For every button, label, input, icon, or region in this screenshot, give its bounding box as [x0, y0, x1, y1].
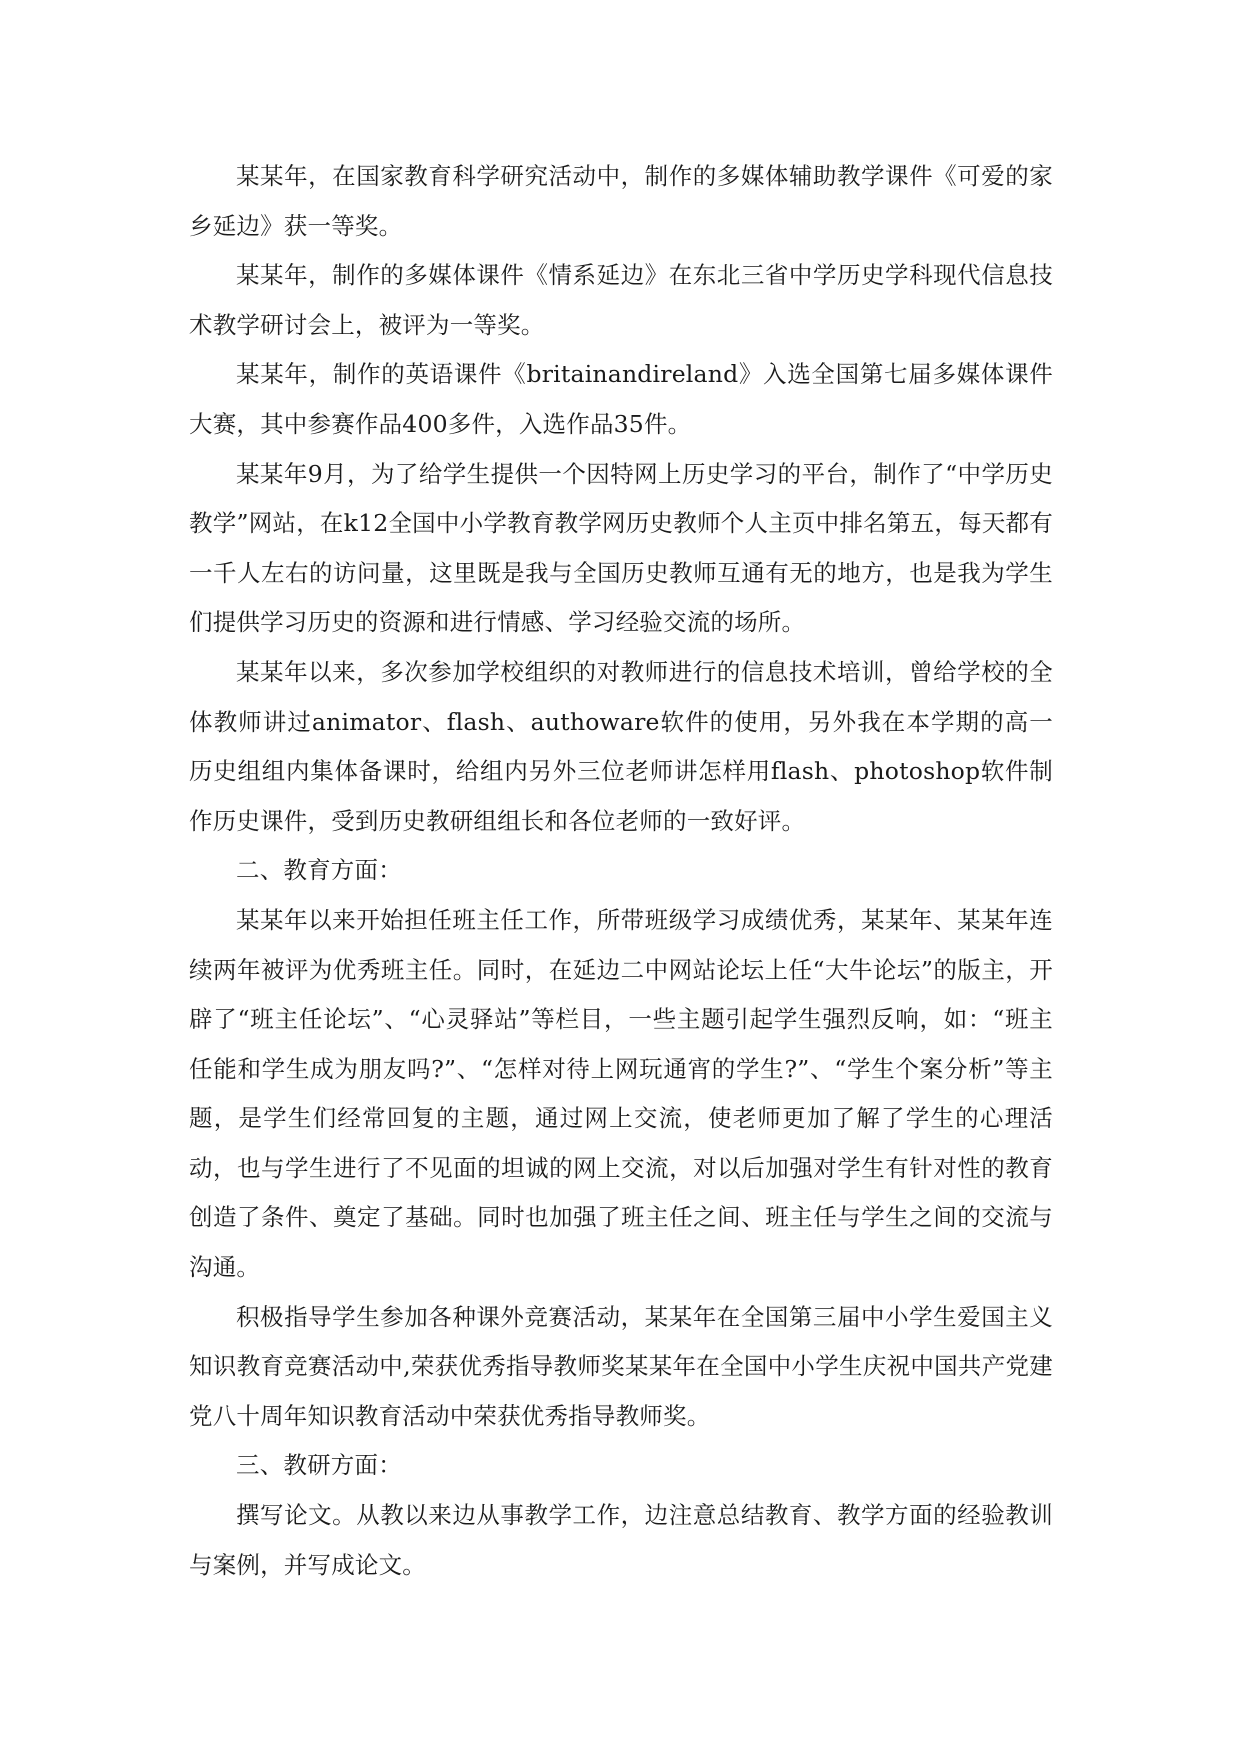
- paragraph-it-training: 某某年以来，多次参加学校组织的对教师进行的信息技术培训，曾给学校的全体教师讲过animator、flash、authoware软件的使用，另外我在本学期的高一历史组组内集体备课时，给组内另外三位老师讲怎样用flash、photoshop软件制作历史课件，受到历史教研组组长和各位老师的一致好评。: [189, 657, 1053, 835]
- paragraph-history-website: 某某年9月，为了给学生提供一个因特网上历史学习的平台，制作了“中学历史教学”网站，在k12全国中小学教育教学网历史教师个人主页中排名第五，每天都有一千人左右的访问量，这里既是我与全国历史教师互通有无的地方，也是我为学生们提供学习历史的资源和进行情感、学习经验交流的场所。: [189, 459, 1053, 637]
- document-page: [189, 152, 1053, 1590]
- section-heading-education: 二、教育方面：: [236, 856, 402, 885]
- paragraph-competition-guidance: 积极指导学生参加各种课外竞赛活动，某某年在全国第三届中小学生爱国主义知识教育竞赛活动中,荣获优秀指导教师奖某某年在全国中小学生庆祝中国共产党建党八十周年知识教育活动中荣获优秀指导教师奖。: [189, 1302, 1053, 1430]
- paragraph-head-teacher: 某某年以来开始担任班主任工作，所带班级学习成绩优秀，某某年、某某年连续两年被评为优秀班主任。同时，在延边二中网站论坛上任“大牛论坛”的版主，开辟了“班主任论坛”、“心灵驿站”等栏目，一些主题引起学生强烈反响，如：“班主任能和学生成为朋友吗?”、“怎样对待上网玩通宵的学生?”、“学生个案分析”等主题，是学生们经常回复的主题，通过网上交流，使老师更加了解了学生的心理活动，也与学生进行了不见面的坦诚的网上交流，对以后加强对学生有针对性的教育创造了条件、奠定了基础。同时也加强了班主任之间、班主任与学生之间的交流与沟通。: [189, 905, 1053, 1282]
- section-heading-research: 三、教研方面：: [236, 1451, 402, 1480]
- paragraph-courseware-award-2: 某某年，制作的多媒体课件《情系延边》在东北三省中学历史学科现代信息技术教学研讨会上，被评为一等奖。: [189, 261, 1053, 339]
- paragraph-courseware-award-3: 某某年，制作的英语课件《britainandireland》入选全国第七届多媒体课件大赛，其中参赛作品400多件，入选作品35件。: [189, 360, 1053, 438]
- paragraph-paper-writing: 撰写论文。从教以来边从事教学工作，边注意总结教育、教学方面的经验教训与案例，并写成论文。: [189, 1501, 1053, 1579]
- paragraph-courseware-award-1: 某某年，在国家教育科学研究活动中，制作的多媒体辅助教学课件《可爱的家乡延边》获一等奖。: [189, 162, 1053, 240]
